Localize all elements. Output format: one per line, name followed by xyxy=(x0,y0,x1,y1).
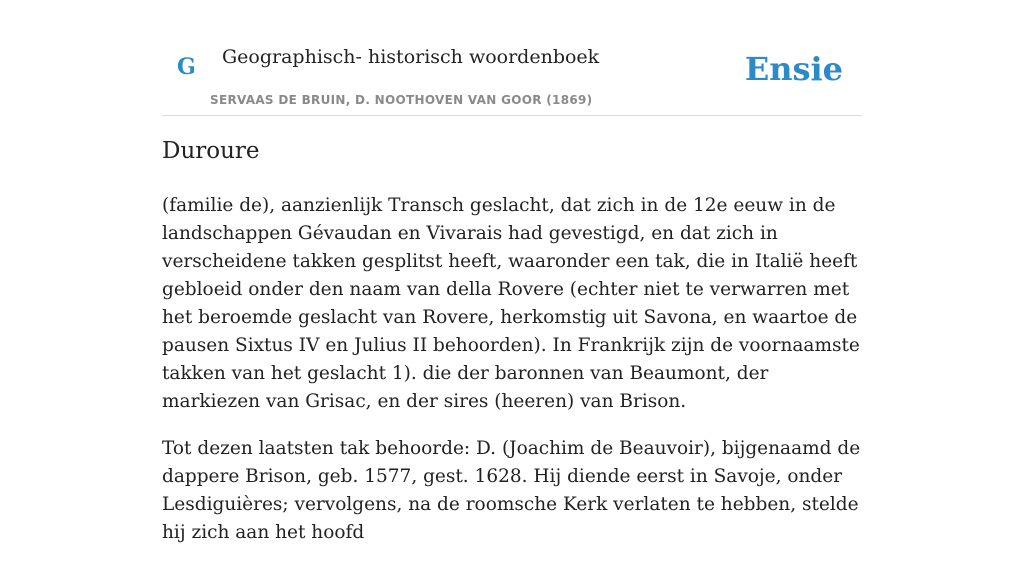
entry-paragraph: Tot dezen laatsten tak behoorde: D. (Joachim de Beauvoir), bijgenaamd de dappere Brison, geb. 1577, gest. 1628. Hij diende eerst in Savoje, onder Lesdiguières; vervolgens, na de roomsche Kerk verlaten te hebben, stelde hij zich aan het hoofd xyxy=(162,438,861,543)
site-header xyxy=(162,40,862,116)
entry-content xyxy=(162,192,862,566)
entry-paragraph: (familie de), aanzienlijk Transch geslacht, dat zich in de 12e eeuw in de landschappen Gévaudan en Vivarais had gevestigd, en dat zich in verscheidene takken gesplitst heeft, waaronder een tak, die in Italië heeft gebloeid onder den naam van della Rovere (echter niet te verwarren met het beroemde geslacht van Rovere, herkomstig uit Savona, en waartoe de pausen Sixtus IV en Julius II behoorden). In Frankrijk zijn de voornaamste takken van het geslacht 1). die der baronnen van Beaumont, der markiezen van Grisac, en der sires (heeren) van Brison. xyxy=(162,195,860,412)
brand-logo-link[interactable]: Ensie xyxy=(744,50,843,88)
book-logo-link[interactable]: G xyxy=(177,54,196,80)
entry-title: Duroure xyxy=(162,138,260,164)
book-title[interactable]: Geographisch- historisch woordenboek xyxy=(222,46,600,68)
book-authors-meta: SERVAAS DE BRUIN, D. NOOTHOVEN VAN GOOR (1869) xyxy=(210,93,593,107)
